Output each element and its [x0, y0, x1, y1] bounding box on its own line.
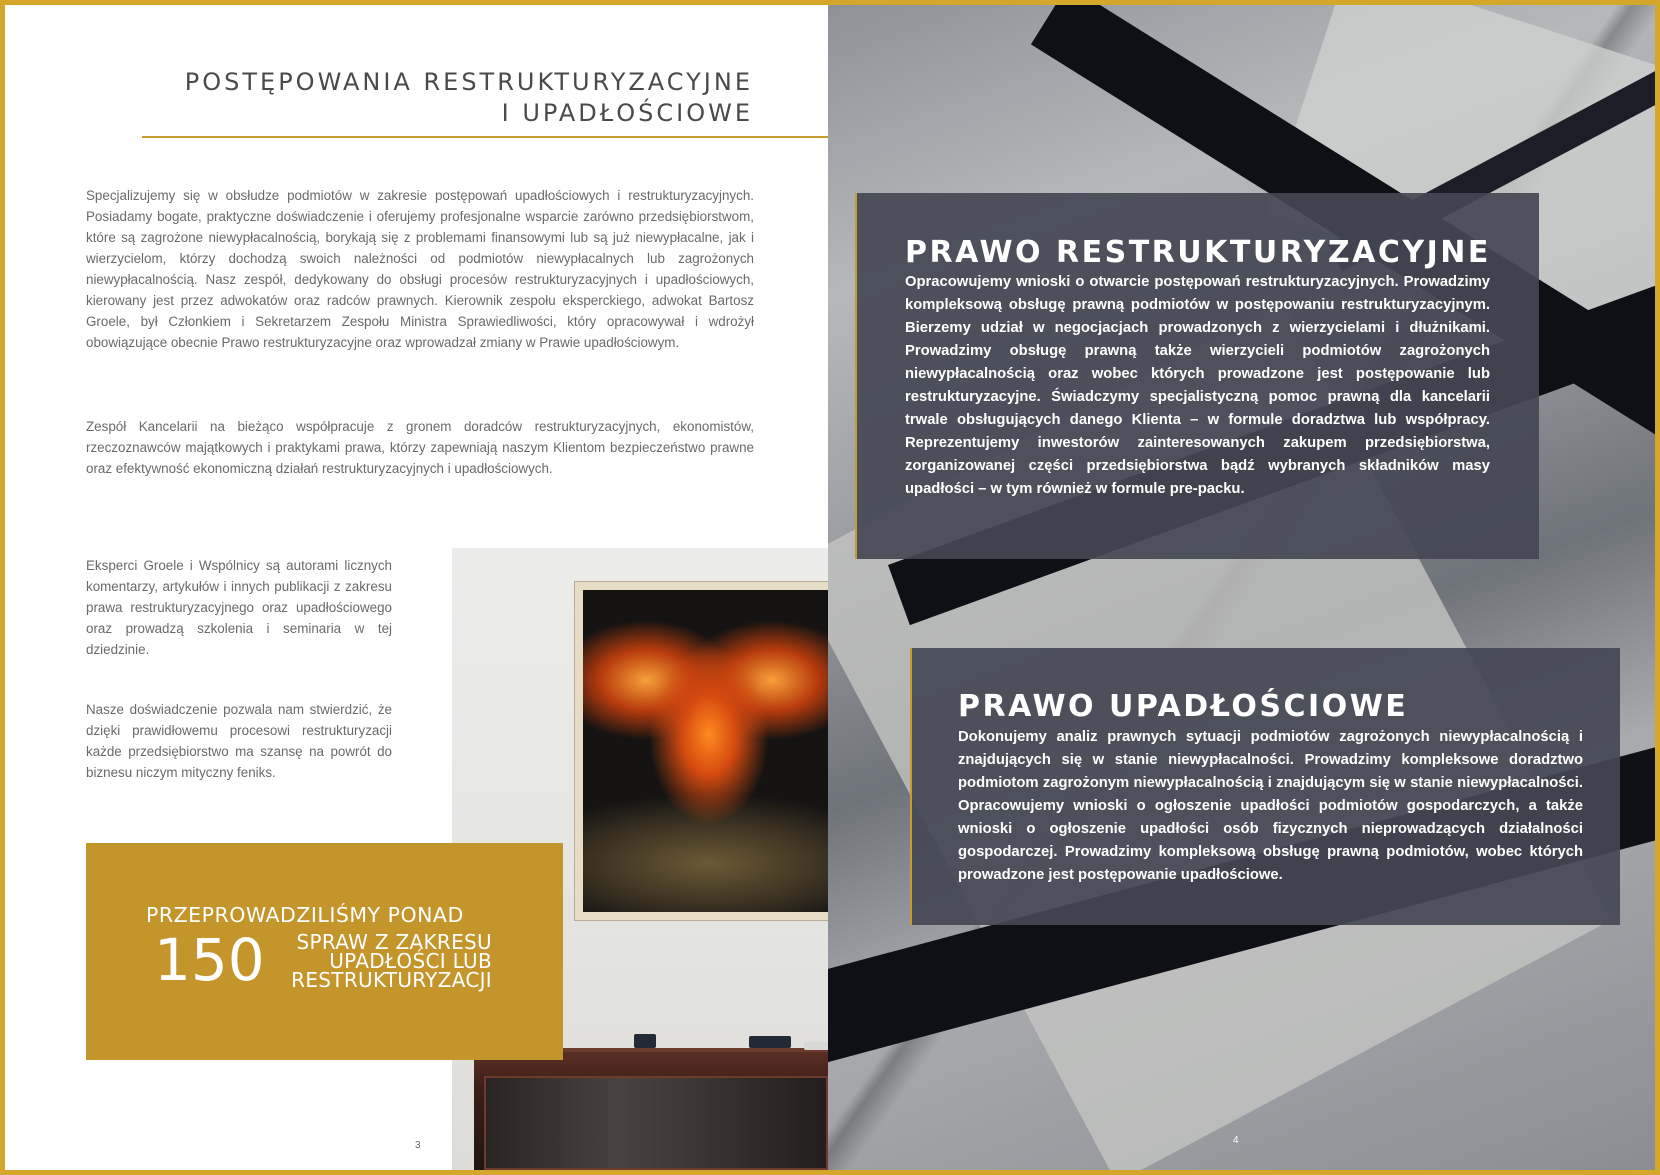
restructuring-heading: PRAWO RESTRUKTURYZACYJNE — [905, 235, 1491, 270]
right-page — [828, 5, 1655, 1170]
cooperation-paragraph: Zespół Kancelarii na bieżąco współpracuje z gronem doradców restrukturyzacyjnych, ekonomistów, rzeczoznawców majątkowych i praktykami prawa, którzy zapewniają naszym Klientom bezpieczeństwo prawne oraz efektywność ekonomiczną działań restrukturyzacyjnych i upadłościowych. — [86, 419, 754, 476]
title-line-2: I UPADŁOŚCIOWE — [501, 99, 753, 127]
stat-description-line-1: SPRAW Z ZAKRESU — [296, 930, 492, 954]
cabinet-glass — [484, 1076, 828, 1170]
stat-box — [86, 843, 563, 1060]
restructuring-panel — [855, 193, 1539, 559]
stat-description-line-3: RESTRUKTURYZACJI — [291, 968, 492, 992]
page-number-right: 4 — [1233, 1135, 1239, 1146]
restructuring-text: Opracowujemy wnioski o otwarcie postępowań restrukturyzacyjnych. Prowadzimy kompleksową obsługę prawną podmiotów w postępowaniu restrukturyzacyjnym. Bierzemy udział w negocjacjach prowadzonych z wierzycielami i dłużnikami. Prowadzimy obsługę prawną także wierzycieli podmiotów zagrożonych niewypłacalnością oraz wobec których prowadzone jest postępowanie lub restrukturyzacyjne. Świadczymy specjalistyczną pomoc prawną dla kancelarii trwale obsługujących danego Klienta – w formule doradztwa lub współpracy. Reprezentujemy inwestorów zainteresowanych zakupem przedsiębiorstwa, zorganizowanej części przedsiębiorstwa bądź wybranych składników masy upadłości – w tym również w formule pre-packu. — [905, 274, 1490, 497]
bankruptcy-panel — [910, 648, 1620, 925]
panel-accent-line — [855, 193, 857, 559]
intro-paragraph: Specjalizujemy się w obsłudze podmiotów w zakresie postępowań upadłościowych i restrukturyzacyjnych. Posiadamy bogate, praktyczne doświadczenie i oferujemy profesjonalne wsparcie zarówno przedsiębiorstwom, które są zagrożone niewypłacalnością, borykają się z problemami finansowymi lub są już niewypłacalne, jak i wierzycielom, którzy dochodzą swoich należności od podmiotów niewypłacalnych lub zagrożonych niewypłacalnością. Nasz zespół, dedykowany do obsługi procesów restrukturyzacyjnych i upadłościowych, kierowany jest przez adwokatów oraz radców prawnych. Kierownik zespołu eksperckiego, adwokat Bartosz Groele, był Członkiem i Sekretarzem Zespołu Ministra Sprawiedliwości, który opracowywał i wdrożył obowiązujące obecnie Prawo restrukturyzacyjne oraz wprowadzał zmiany w Prawie upadłościowym. — [86, 188, 754, 350]
phoenix-painting — [583, 590, 828, 912]
left-page — [5, 5, 828, 1170]
cabinet-item — [749, 1036, 791, 1048]
panel-accent-line — [910, 648, 912, 925]
page-number-left: 3 — [415, 1140, 421, 1151]
cabinet — [474, 1048, 828, 1170]
stat-number: 150 — [154, 926, 265, 994]
publications-paragraph: Eksperci Groele i Wspólnicy są autorami licznych komentarzy, artykułów i innych publikacji z zakresu prawa restrukturyzacyjnego oraz upadłościowego oraz prowadzą szkolenia i seminaria w tej dziedzinie. — [86, 558, 392, 657]
page-title — [185, 67, 753, 129]
title-line-1: POSTĘPOWANIA RESTRUKTURYZACYJNE — [184, 68, 753, 96]
bankruptcy-heading: PRAWO UPADŁOŚCIOWE — [958, 689, 1409, 724]
stat-headline: PRZEPROWADZILIŚMY PONAD — [146, 903, 464, 927]
stat-description — [272, 930, 492, 992]
phoenix-painting-frame — [574, 581, 828, 921]
title-divider — [142, 136, 828, 138]
experience-paragraph: Nasze doświadczenie pozwala nam stwierdzić, że dzięki prawidłowemu procesowi restrukturyzacji każde przedsiębiorstwo ma szansę na powrót do biznesu niczym mityczny feniks. — [86, 702, 392, 780]
cabinet-item — [804, 1042, 828, 1050]
bankruptcy-text: Dokonujemy analiz prawnych sytuacji podmiotów zagrożonych niewypłacalnością i znajdujących się w stanie niewypłacalności. Prowadzimy kompleksowe doradztwo podmiotom zagrożonym niewypłacalnością i znajdującym się w stanie niewypłacalności. Opracowujemy wnioski o ogłoszenie upadłości podmiotów gospodarczych, a także wnioski o ogłoszenie upadłości osób fizycznych nieprowadzących działalności gospodarczej. Prowadzimy kompleksową obsługę prawną podmiotów, wobec których prowadzone jest postępowanie upadłościowe. — [958, 729, 1583, 883]
stat-description-line-2: UPADŁOŚCI LUB — [329, 949, 492, 973]
cabinet-item — [634, 1034, 656, 1048]
